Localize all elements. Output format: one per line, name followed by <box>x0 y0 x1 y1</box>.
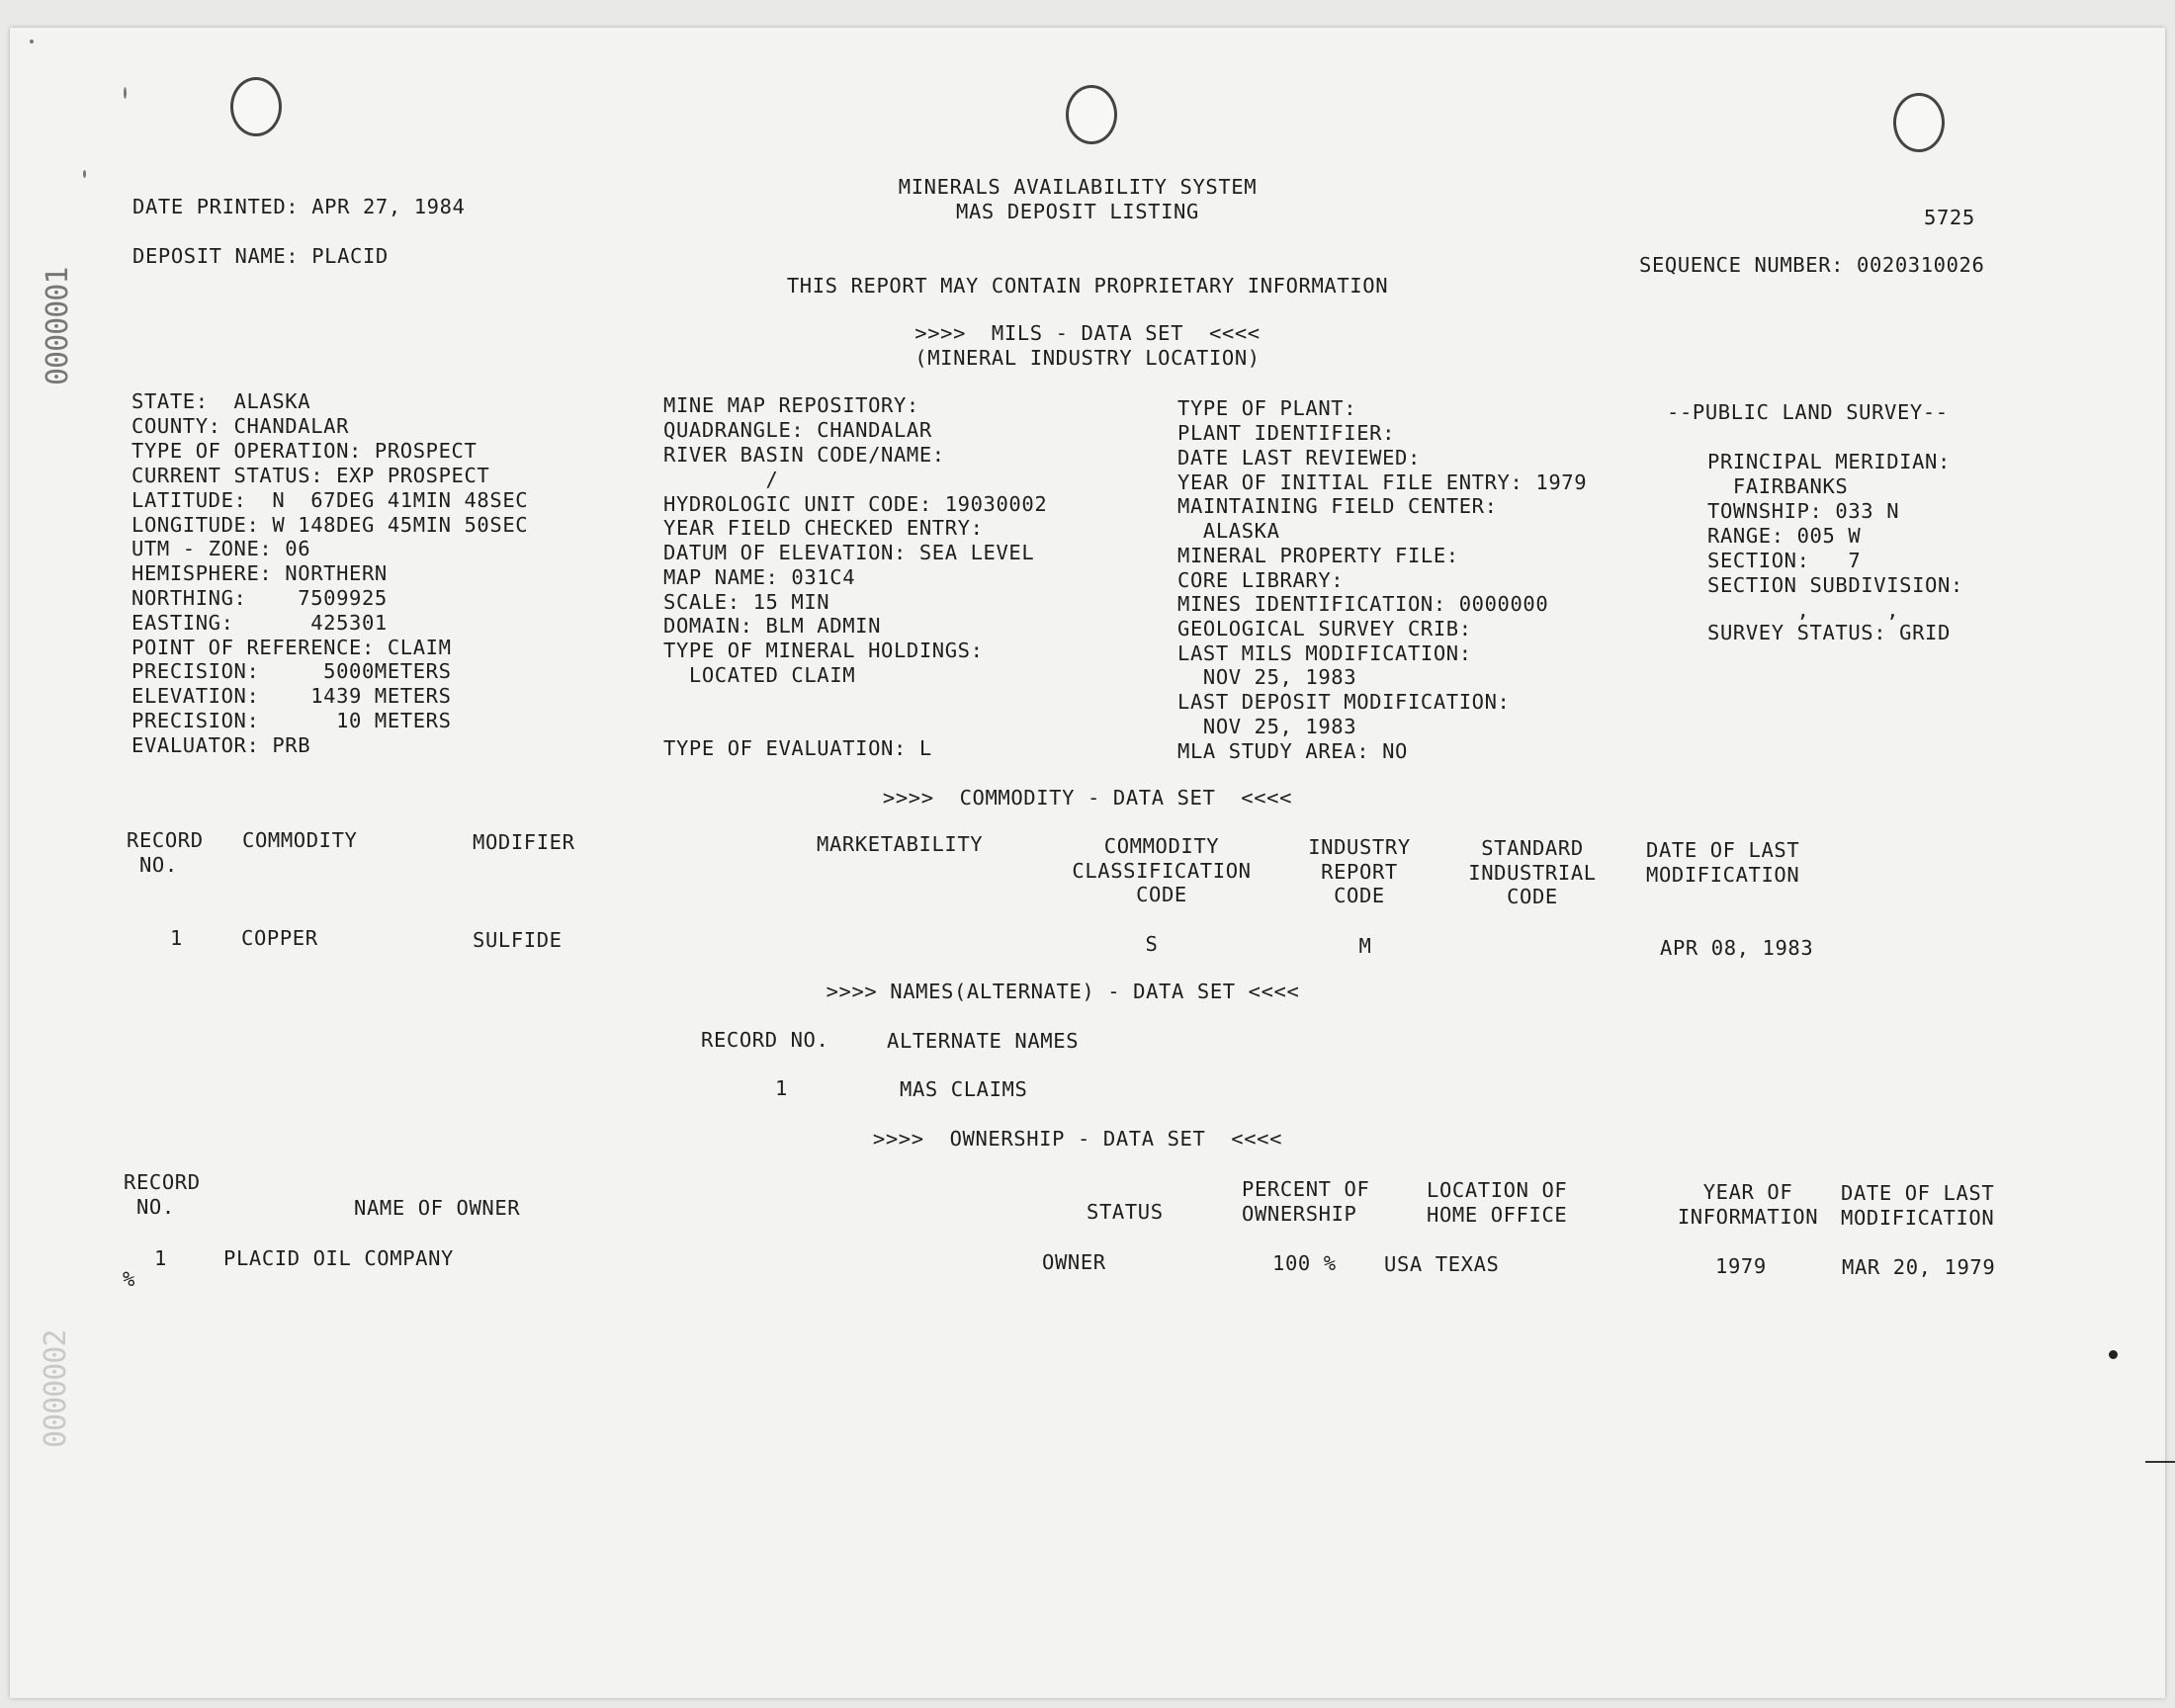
mils-col2-line: LOCATED CLAIM <box>663 663 856 687</box>
ownership-title: >>>> OWNERSHIP - DATA SET <<<< <box>872 1127 1283 1151</box>
edge-line <box>2145 1461 2175 1463</box>
mils-col3-line: MLA STUDY AREA: NO <box>1177 739 1408 763</box>
mils-col1-line: LONGITUDE: W 148DEG 45MIN 50SEC <box>131 513 529 537</box>
mils-col1-line: UTM - ZONE: 06 <box>131 537 311 560</box>
pls-line: SECTION: 7 <box>1707 549 1862 572</box>
owner-date: MAR 20, 1979 <box>1842 1255 1996 1279</box>
ownership-header-year: YEAR OF INFORMATION <box>1677 1180 1819 1229</box>
date-printed: DATE PRINTED: APR 27, 1984 <box>132 195 466 218</box>
mils-col2-line: SCALE: 15 MIN <box>663 590 830 614</box>
commodity-header-sic: STANDARD INDUSTRIAL CODE <box>1468 836 1597 908</box>
commodity-modifier: SULFIDE <box>473 928 563 952</box>
mils-col1-line: COUNTY: CHANDALAR <box>131 414 350 438</box>
commodity-header-modifier: MODIFIER <box>473 830 575 854</box>
ownership-footnote: % <box>123 1267 135 1291</box>
scan-speck <box>2109 1350 2118 1359</box>
mils-col3-line: ALASKA <box>1177 519 1280 543</box>
punch-hole-right <box>1893 93 1945 152</box>
alternate-name: MAS CLAIMS <box>900 1077 1028 1101</box>
names-header-record: RECORD NO. <box>701 1028 829 1052</box>
mils-col1-line: EASTING: 425301 <box>131 611 388 635</box>
scan-speck <box>30 40 34 43</box>
commodity-record: 1 <box>170 926 183 950</box>
mils-col1-line: CURRENT STATUS: EXP PROSPECT <box>131 464 490 487</box>
names-header-names: ALTERNATE NAMES <box>887 1029 1080 1053</box>
commodity-header-date: DATE OF LAST MODIFICATION <box>1646 838 1800 887</box>
names-title: >>>> NAMES(ALTERNATE) - DATA SET <<<< <box>826 980 1300 1003</box>
mils-col1-line: LATITUDE: N 67DEG 41MIN 48SEC <box>131 488 529 512</box>
mils-col3-line: MAINTAINING FIELD CENTER: <box>1177 494 1498 518</box>
owner-location: USA TEXAS <box>1384 1252 1500 1276</box>
mils-col3-line: NOV 25, 1983 <box>1177 665 1357 689</box>
owner-status: OWNER <box>1042 1250 1106 1274</box>
mils-col3-line: LAST MILS MODIFICATION: <box>1177 641 1472 665</box>
mils-col3-line: LAST DEPOSIT MODIFICATION: <box>1177 690 1511 714</box>
pls-line: FAIRBANKS <box>1707 474 1849 498</box>
ownership-record: 1 <box>154 1246 167 1270</box>
margin-stamp: 0000001 <box>41 267 75 385</box>
commodity-header-record: RECORD NO. <box>127 828 204 877</box>
commodity-header-marketability: MARKETABILITY <box>817 832 984 856</box>
punch-hole-left <box>230 77 282 136</box>
mils-col3-line: MINERAL PROPERTY FILE: <box>1177 544 1459 567</box>
mils-col1-line: NORTHING: 7509925 <box>131 586 388 610</box>
commodity-header-classification: COMMODITY CLASSIFICATION CODE <box>1072 834 1252 906</box>
mils-col3-line: DATE LAST REVIEWED: <box>1177 446 1421 470</box>
mils-col3-line: TYPE OF PLANT: <box>1177 396 1357 420</box>
listing-title: MAS DEPOSIT LISTING <box>956 200 1199 223</box>
mils-col1-line: ELEVATION: 1439 METERS <box>131 684 452 708</box>
commodity-industry: M <box>1358 934 1372 958</box>
mils-col1-line: STATE: ALASKA <box>131 389 311 413</box>
margin-stamp-faint: 0000002 <box>39 1329 73 1448</box>
mils-col2-line: RIVER BASIN CODE/NAME: <box>663 443 945 467</box>
pls-line: RANGE: 005 W <box>1707 524 1862 548</box>
deposit-name: DEPOSIT NAME: PLACID <box>132 244 389 268</box>
mils-col2-line: DOMAIN: BLM ADMIN <box>663 614 882 638</box>
commodity-date: APR 08, 1983 <box>1660 936 1814 960</box>
owner-name: PLACID OIL COMPANY <box>223 1246 454 1270</box>
ownership-header-record: RECORD NO. <box>124 1170 201 1219</box>
pls-line: SECTION SUBDIVISION: <box>1707 573 1963 597</box>
scan-speck <box>83 170 86 178</box>
pls-line: SURVEY STATUS: GRID <box>1707 621 1951 644</box>
mils-col3-line: MINES IDENTIFICATION: 0000000 <box>1177 592 1549 616</box>
mils-col1-line: POINT OF REFERENCE: CLAIM <box>131 636 452 659</box>
mils-title: >>>> MILS - DATA SET <<<< <box>914 321 1261 345</box>
commodity-classification: S <box>1145 932 1159 956</box>
mils-col3-line: PLANT IDENTIFIER: <box>1177 421 1396 445</box>
mils-col2-line: MAP NAME: 031C4 <box>663 565 856 589</box>
mils-col2-line: / <box>663 468 779 491</box>
mils-col1-line: PRECISION: 5000METERS <box>131 659 452 683</box>
ownership-header-percent: PERCENT OF OWNERSHIP <box>1242 1177 1370 1226</box>
commodity-title: >>>> COMMODITY - DATA SET <<<< <box>882 786 1293 810</box>
ownership-header-owner: NAME OF OWNER <box>354 1196 521 1220</box>
ownership-header-status: STATUS <box>1087 1200 1164 1224</box>
proprietary-notice: THIS REPORT MAY CONTAIN PROPRIETARY INFORMATION <box>786 274 1389 298</box>
commodity-header-industry: INDUSTRY REPORT CODE <box>1308 835 1411 907</box>
mils-subtitle: (MINERAL INDUSTRY LOCATION) <box>914 346 1261 370</box>
mils-col3-line: NOV 25, 1983 <box>1177 715 1357 738</box>
page-number: 5725 <box>1924 206 1975 229</box>
mils-col2-line: TYPE OF MINERAL HOLDINGS: <box>663 639 984 662</box>
mils-col3-line: YEAR OF INITIAL FILE ENTRY: 1979 <box>1177 470 1588 494</box>
pls-line: PRINCIPAL MERIDIAN: <box>1707 450 1951 473</box>
sequence-number: SEQUENCE NUMBER: 0020310026 <box>1639 253 1985 277</box>
commodity-header-commodity: COMMODITY <box>242 828 358 852</box>
mils-col1-line: EVALUATOR: PRB <box>131 733 311 757</box>
mils-col2-line: HYDROLOGIC UNIT CODE: 19030002 <box>663 492 1048 516</box>
mils-col2-line: TYPE OF EVALUATION: L <box>663 736 932 760</box>
ownership-header-date: DATE OF LAST MODIFICATION <box>1841 1181 1995 1230</box>
system-title: MINERALS AVAILABILITY SYSTEM <box>898 175 1258 199</box>
mils-col3-line: GEOLOGICAL SURVEY CRIB: <box>1177 617 1472 640</box>
commodity-name: COPPER <box>241 926 318 950</box>
names-record: 1 <box>775 1076 788 1100</box>
public-land-survey-title: --PUBLIC LAND SURVEY-- <box>1667 400 1949 424</box>
mils-col2-line: YEAR FIELD CHECKED ENTRY: <box>663 516 984 540</box>
mils-col1-line: PRECISION: 10 METERS <box>131 709 452 732</box>
pls-line: TOWNSHIP: 033 N <box>1707 499 1900 523</box>
mils-col1-line: TYPE OF OPERATION: PROSPECT <box>131 439 478 463</box>
scan-speck <box>124 87 127 99</box>
owner-percent: 100 % <box>1272 1251 1337 1275</box>
mils-col2-line: MINE MAP REPOSITORY: <box>663 393 919 417</box>
pls-line: , , <box>1707 598 1900 622</box>
mils-col2-line: DATUM OF ELEVATION: SEA LEVEL <box>663 541 1035 564</box>
punch-hole-center <box>1066 85 1117 144</box>
mils-col1-line: HEMISPHERE: NORTHERN <box>131 561 388 585</box>
owner-year: 1979 <box>1715 1254 1767 1278</box>
mils-col3-line: CORE LIBRARY: <box>1177 568 1345 592</box>
ownership-header-location: LOCATION OF HOME OFFICE <box>1427 1178 1568 1227</box>
mils-col2-line: QUADRANGLE: CHANDALAR <box>663 418 932 442</box>
